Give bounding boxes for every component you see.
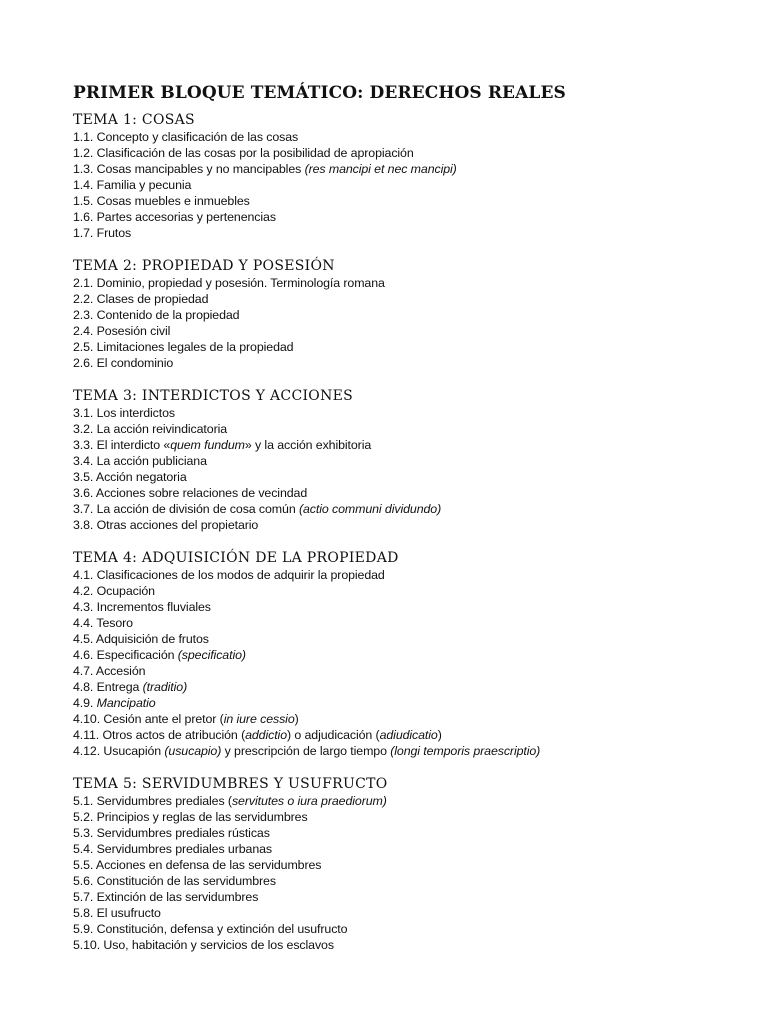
topic-section bbox=[73, 257, 733, 371]
subtopic-item bbox=[73, 307, 733, 323]
subtopic-item bbox=[73, 793, 733, 809]
subtopic-text: 4.12. Usucapión bbox=[73, 744, 165, 758]
subtopic-item bbox=[73, 177, 733, 193]
latin-term: quem fundum bbox=[170, 438, 245, 452]
subtopic-item bbox=[73, 583, 733, 599]
topic-heading: TEMA 1: COSAS bbox=[73, 112, 195, 128]
subtopic-item bbox=[73, 405, 733, 421]
subtopic-item bbox=[73, 209, 733, 225]
subtopic-text: 4.8. Entrega bbox=[73, 680, 143, 694]
subtopic-item bbox=[73, 921, 733, 937]
subtopic-item bbox=[73, 355, 733, 371]
subtopic-text: 3.6. Acciones sobre relaciones de vecindad bbox=[73, 486, 308, 500]
subtopic-text: 5.8. El usufructo bbox=[73, 906, 161, 920]
topic-heading: TEMA 5: SERVIDUMBRES Y USUFRUCTO bbox=[73, 776, 388, 792]
topic-heading: TEMA 2: PROPIEDAD Y POSESIÓN bbox=[73, 258, 335, 274]
latin-term: (longi temporis praescriptio) bbox=[390, 744, 541, 758]
subtopic-text: 2.5. Limitaciones legales de la propiedad bbox=[73, 340, 294, 354]
latin-term: servitutes o iura praediorum) bbox=[231, 794, 387, 808]
subtopic-text: 3.2. La acción reivindicatoria bbox=[73, 422, 228, 436]
subtopic-text: 5.9. Constitución, defensa y extinción del usufructo bbox=[73, 922, 348, 936]
subtopic-text: 1.4. Familia y pecunia bbox=[73, 178, 192, 192]
subtopic-item bbox=[73, 291, 733, 307]
subtopic-item bbox=[73, 889, 733, 905]
subtopic-text: 4.10. Cesión ante el pretor ( bbox=[73, 712, 224, 726]
subtopic-item bbox=[73, 905, 733, 921]
latin-term: (usucapio) bbox=[164, 744, 222, 758]
subtopic-text: 1.7. Frutos bbox=[73, 226, 132, 240]
subtopic-item bbox=[73, 567, 733, 583]
latin-term: (traditio) bbox=[142, 680, 188, 694]
latin-term: adiudicatio bbox=[379, 728, 438, 742]
topic-section bbox=[73, 387, 733, 533]
subtopic-text: 5.5. Acciones en defensa de las servidumbres bbox=[73, 858, 322, 872]
document-page bbox=[73, 82, 733, 969]
subtopic-item bbox=[73, 695, 733, 711]
subtopic-text: 1.3. Cosas mancipables y no mancipables bbox=[73, 162, 305, 176]
subtopic-item bbox=[73, 615, 733, 631]
subtopic-item bbox=[73, 631, 733, 647]
subtopic-item bbox=[73, 275, 733, 291]
subtopic-text: 4.6. Especificación bbox=[73, 648, 178, 662]
subtopic-text: 4.5. Adquisición de frutos bbox=[73, 632, 209, 646]
subtopic-item bbox=[73, 857, 733, 873]
subtopic-item bbox=[73, 663, 733, 679]
latin-term: addictio bbox=[245, 728, 288, 742]
topic-heading: TEMA 4: ADQUISICIÓN DE LA PROPIEDAD bbox=[73, 550, 399, 566]
subtopic-item bbox=[73, 485, 733, 501]
topic-section bbox=[73, 111, 733, 241]
subtopic-item bbox=[73, 421, 733, 437]
subtopic-item bbox=[73, 711, 733, 727]
subtopic-item bbox=[73, 517, 733, 533]
subtopic-item bbox=[73, 129, 733, 145]
subtopic-text: 5.6. Constitución de las servidumbres bbox=[73, 874, 276, 888]
subtopic-text: ) bbox=[294, 712, 299, 726]
subtopic-item bbox=[73, 339, 733, 355]
subtopic-item bbox=[73, 193, 733, 209]
topic-heading: TEMA 3: INTERDICTOS Y ACCIONES bbox=[73, 388, 354, 404]
subtopic-text: ) o adjudicación ( bbox=[287, 728, 380, 742]
subtopic-text: 5.1. Servidumbres prediales ( bbox=[73, 794, 232, 808]
subtopic-text: 3.5. Acción negatoria bbox=[73, 470, 187, 484]
subtopic-item bbox=[73, 161, 733, 177]
subtopic-text: 4.1. Clasificaciones de los modos de adquirir la propiedad bbox=[73, 568, 385, 582]
subtopic-text: 2.3. Contenido de la propiedad bbox=[73, 308, 240, 322]
subtopic-text: y prescripción de largo tiempo bbox=[221, 744, 391, 758]
subtopic-item bbox=[73, 437, 733, 453]
subtopic-text: 4.2. Ocupación bbox=[73, 584, 155, 598]
subtopic-text: 4.9. bbox=[73, 696, 97, 710]
subtopic-text: 1.2. Clasificación de las cosas por la posibilidad de apropiación bbox=[73, 146, 414, 160]
subtopic-item bbox=[73, 679, 733, 695]
subtopic-item bbox=[73, 469, 733, 485]
latin-term: in iure cessio bbox=[223, 712, 295, 726]
subtopic-item bbox=[73, 873, 733, 889]
subtopic-text: 1.1. Concepto y clasificación de las cosas bbox=[73, 130, 299, 144]
subtopic-item bbox=[73, 225, 733, 241]
topics-list bbox=[73, 111, 733, 953]
subtopic-text: 5.2. Principios y reglas de las servidumbres bbox=[73, 810, 308, 824]
subtopic-text: 1.5. Cosas muebles e inmuebles bbox=[73, 194, 250, 208]
subtopic-item bbox=[73, 841, 733, 857]
subtopic-text: 2.1. Dominio, propiedad y posesión. Terminología romana bbox=[73, 276, 385, 290]
subtopic-text: 4.3. Incrementos fluviales bbox=[73, 600, 211, 614]
subtopic-item bbox=[73, 743, 733, 759]
subtopic-text: 5.10. Uso, habitación y servicios de los esclavos bbox=[73, 938, 334, 952]
subtopic-text: 2.4. Posesión civil bbox=[73, 324, 171, 338]
subtopic-item bbox=[73, 647, 733, 663]
subtopic-item bbox=[73, 501, 733, 517]
subtopic-text: 2.2. Clases de propiedad bbox=[73, 292, 209, 306]
subtopic-text: 3.1. Los interdictos bbox=[73, 406, 176, 420]
subtopic-text: 5.4. Servidumbres prediales urbanas bbox=[73, 842, 272, 856]
topic-section bbox=[73, 549, 733, 759]
subtopic-item bbox=[73, 937, 733, 953]
subtopic-text: 3.3. El interdicto « bbox=[73, 438, 171, 452]
subtopic-item bbox=[73, 727, 733, 743]
latin-term: (specificatio) bbox=[177, 648, 246, 662]
subtopic-item bbox=[73, 825, 733, 841]
subtopic-text: 3.4. La acción publiciana bbox=[73, 454, 207, 468]
subtopic-text: 4.4. Tesoro bbox=[73, 616, 133, 630]
subtopic-text: 1.6. Partes accesorias y pertenencias bbox=[73, 210, 276, 224]
subtopic-text: 4.7. Accesión bbox=[73, 664, 146, 678]
subtopic-item bbox=[73, 599, 733, 615]
latin-term: (res mancipi et nec mancipi) bbox=[304, 162, 457, 176]
subtopic-text: ) bbox=[437, 728, 442, 742]
subtopic-item bbox=[73, 323, 733, 339]
topic-section bbox=[73, 775, 733, 953]
subtopic-text: 2.6. El condominio bbox=[73, 356, 174, 370]
subtopic-text: 4.11. Otros actos de atribución ( bbox=[73, 728, 246, 742]
latin-term: (actio communi dividundo) bbox=[298, 502, 442, 516]
subtopic-text: 3.8. Otras acciones del propietario bbox=[73, 518, 259, 532]
subtopic-item bbox=[73, 453, 733, 469]
subtopic-item bbox=[73, 809, 733, 825]
latin-term: Mancipatio bbox=[96, 696, 156, 710]
subtopic-text: 5.7. Extinción de las servidumbres bbox=[73, 890, 259, 904]
subtopic-text: 3.7. La acción de división de cosa común bbox=[73, 502, 299, 516]
subtopic-text: » y la acción exhibitoria bbox=[244, 438, 372, 452]
subtopic-text: 5.3. Servidumbres prediales rústicas bbox=[73, 826, 270, 840]
page-title: PRIMER BLOQUE TEMÁTICO: DERECHOS REALES bbox=[73, 83, 566, 103]
subtopic-item bbox=[73, 145, 733, 161]
